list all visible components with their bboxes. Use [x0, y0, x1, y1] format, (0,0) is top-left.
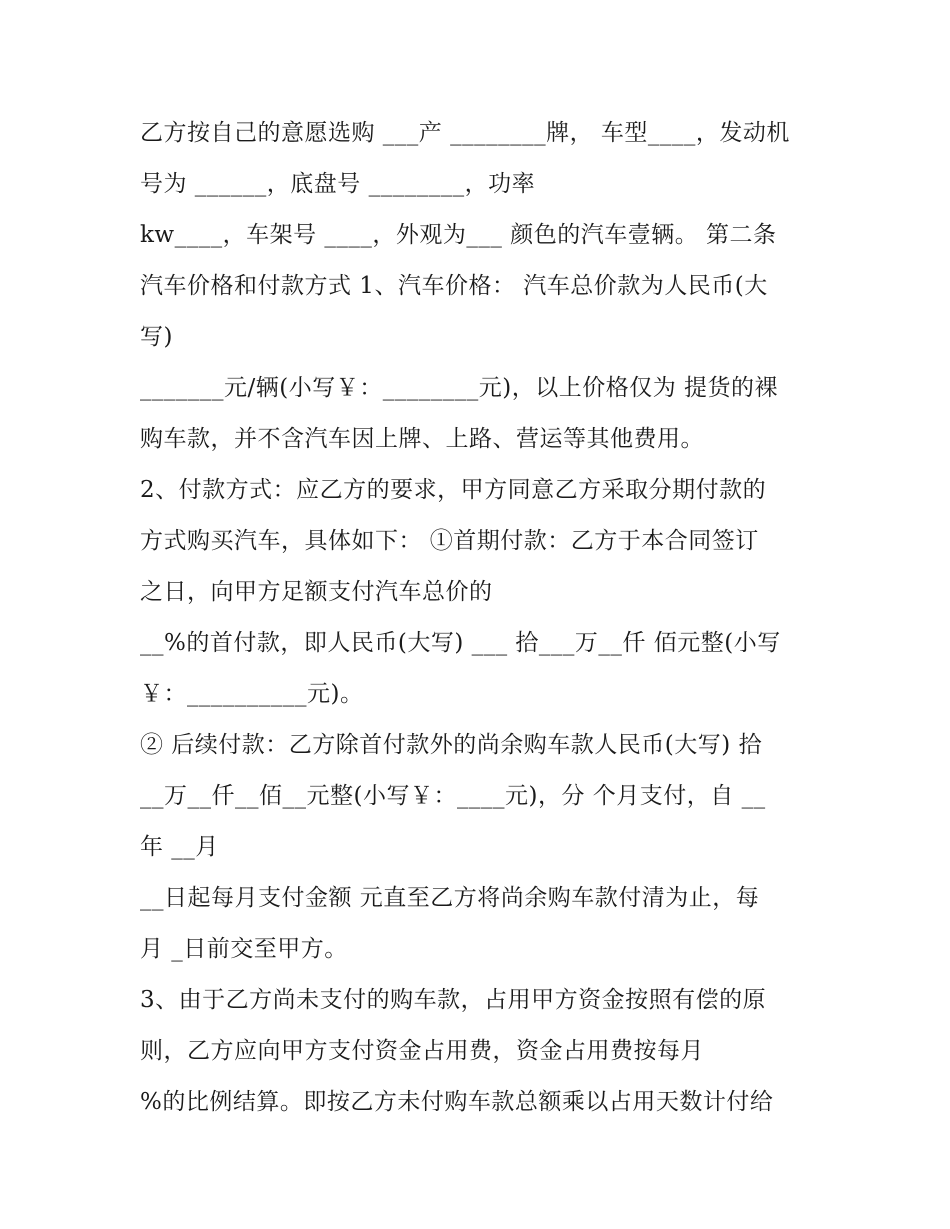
text-line: 月 _日前交至甲方。: [140, 936, 348, 962]
text-line: 乙方按自己的意愿选购 ___产 ________牌， 车型____，发动机: [140, 120, 790, 146]
text-line: 3、由于乙方尚未支付的购车款，占用甲方资金按照有偿的原: [140, 987, 767, 1013]
text-line: 购车款，并不含汽车因上牌、上路、营运等其他费用。: [140, 426, 704, 452]
text-line: 汽车价格和付款方式 1、汽车价格： 汽车总价款为人民币(大: [140, 273, 768, 299]
text-line: 号为 ______，底盘号 ________，功率: [140, 171, 536, 197]
text-line: 之日，向甲方足额支付汽车总价的: [140, 579, 493, 605]
text-line: kw____，车架号 ____，外观为___ 颜色的汽车壹辆。 第二条: [140, 222, 777, 248]
text-line: _______元/辆(小写￥：________元)，以上价格仅为 提货的裸: [140, 375, 779, 401]
text-line: ￥：__________元)。: [140, 681, 364, 707]
text-line: %的比例结算。即按乙方未付购车款总额乘以占用天数计付给: [140, 1089, 774, 1115]
text-line: 方式购买汽车，具体如下： ①首期付款：乙方于本合同签订: [140, 528, 759, 554]
text-line: __日起每月支付金额 元直至乙方将尚余购车款付清为止，每: [140, 885, 760, 911]
text-line: __%的首付款，即人民币(大写) ___ 拾___万__仟 佰元整(小写: [140, 630, 781, 656]
text-line: __万__仟__佰__元整(小写￥：____元)，分 个月支付，自 __: [140, 783, 766, 809]
contract-body-text: [140, 108, 820, 1128]
text-line: ② 后续付款：乙方除首付款外的尚余购车款人民币(大写) 拾: [140, 732, 763, 758]
text-line: 2、付款方式：应乙方的要求，甲方同意乙方采取分期付款的: [140, 477, 767, 503]
text-line: 年 __月: [140, 834, 219, 860]
text-line: 写): [140, 324, 173, 350]
text-line: 则，乙方应向甲方支付资金占用费，资金占用费按每月: [140, 1038, 704, 1064]
